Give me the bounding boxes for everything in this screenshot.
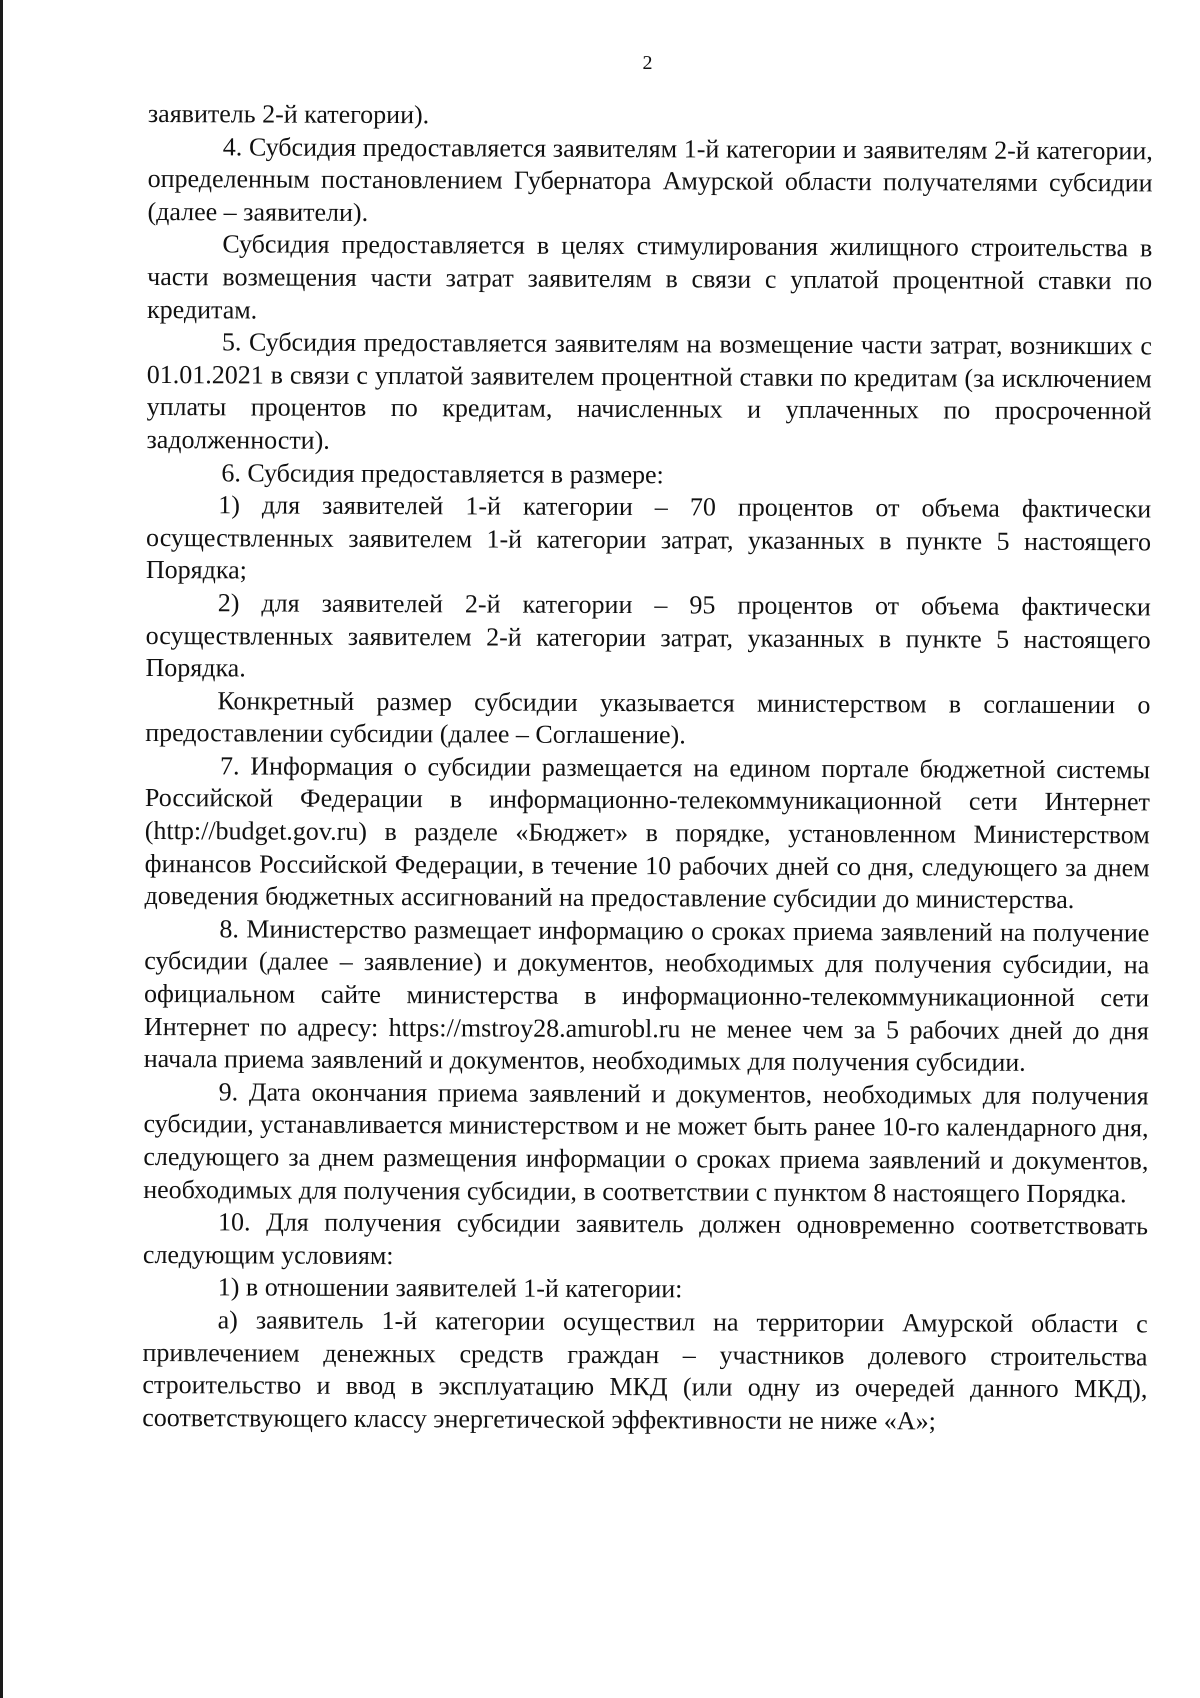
paragraph-item-6-amount: Конкретный размер субсидии указывается министерством в соглашении о предоставлении субсидии (далее – Соглашение). — [145, 685, 1151, 750]
paragraph-item-6: 6. Субсидия предоставляется в размере: — [221, 457, 664, 489]
paragraph-item-10: 10. Для получения субсидии заявитель должен одновременно соответствовать следующим условиям: — [142, 1207, 1149, 1270]
paragraph-item-8: 8. Министерство размещает информацию о сроках приема заявлений на получение субсидии (далее – заявление) и документов, необходимых для получения субсидии, на официальном сайте министерства в информационно-телекоммуникационной сети Интернет по адресу: https://mstroy28.amurobl.ru не менее чем за 5 рабочих дней до дня начала приема заявлений и документов, необходимых для получения субсидии. — [143, 914, 1150, 1078]
paragraph-item-4-purpose: Субсидия предоставляется в целях стимулирования жилищного строительства в части возмещения части затрат заявителям в связи с уплатой процентной ставки по кредитам. — [147, 229, 1153, 325]
scan-edge-line — [0, 0, 3, 1698]
paragraph-item-5: 5. Субсидия предоставляется заявителям на возмещение части затрат, возникших с 01.01.2021 в связи с уплатой заявителем процентной ставки по кредитам (за исключением уплаты процентов по кредитам, начисленных и уплаченных по просроченной задолженности). — [146, 327, 1152, 455]
paragraph-item-10-sub-1-a: а) заявитель 1-й категории осуществил на территории Амурской области с привлечением денежных средств граждан – участников долевого строительства строительство и ввод в эксплуатацию МКД (или одну из очередей данного МКД), соответствующего классу энергетической эффективности не ниже «А»; — [142, 1305, 1148, 1436]
paragraph-item-4: 4. Субсидия предоставляется заявителям 1-й категории и заявителям 2-й категории, определенным постановлением Губернатора Амурской области получателями субсидии (далее – заявители). — [147, 131, 1153, 227]
paragraph-item-7: 7. Информация о субсидии размещается на едином портале бюджетной системы Российской Федерации в информационно-телекоммуникационной сети Интернет (http://budget.gov.ru) в разделе «Бюджет» в порядке, установленном Министерством финансов Российской Федерации, в течение 10 рабочих дней со дня, следующего за днем доведения бюджетных ассигнований на предоставление субсидии до министерства. — [144, 751, 1151, 915]
paragraph-item-10-sub-1: 1) в отношении заявителей 1-й категории: — [217, 1272, 683, 1304]
paragraph-item-6-sub-1: 1) для заявителей 1-й категории – 70 процентов от объема фактически осуществленных заявителем 1-й категории затрат, указанных в пункте 5 настоящего Порядка; — [145, 490, 1152, 585]
paragraph-item-6-sub-2: 2) для заявителей 2-й категории – 95 процентов от объема фактически осуществленных заявителем 2-й категории затрат, указанных в пункте 5 настоящего Порядка. — [145, 588, 1151, 683]
document-body — [142, 98, 1153, 1439]
page-number: 2 — [642, 52, 653, 74]
paragraph-item-9: 9. Дата окончания приема заявлений и документов, необходимых для получения субсидии, устанавливается министерством и не может быть ранее 10-го календарного дня, следующего за днем размещения информации о сроках приема заявлений и документов, необходимых для получения субсидии, в соответствии с пунктом 8 настоящего Порядка. — [143, 1077, 1149, 1208]
paragraph-continuation: заявитель 2-й категории). — [147, 98, 430, 130]
